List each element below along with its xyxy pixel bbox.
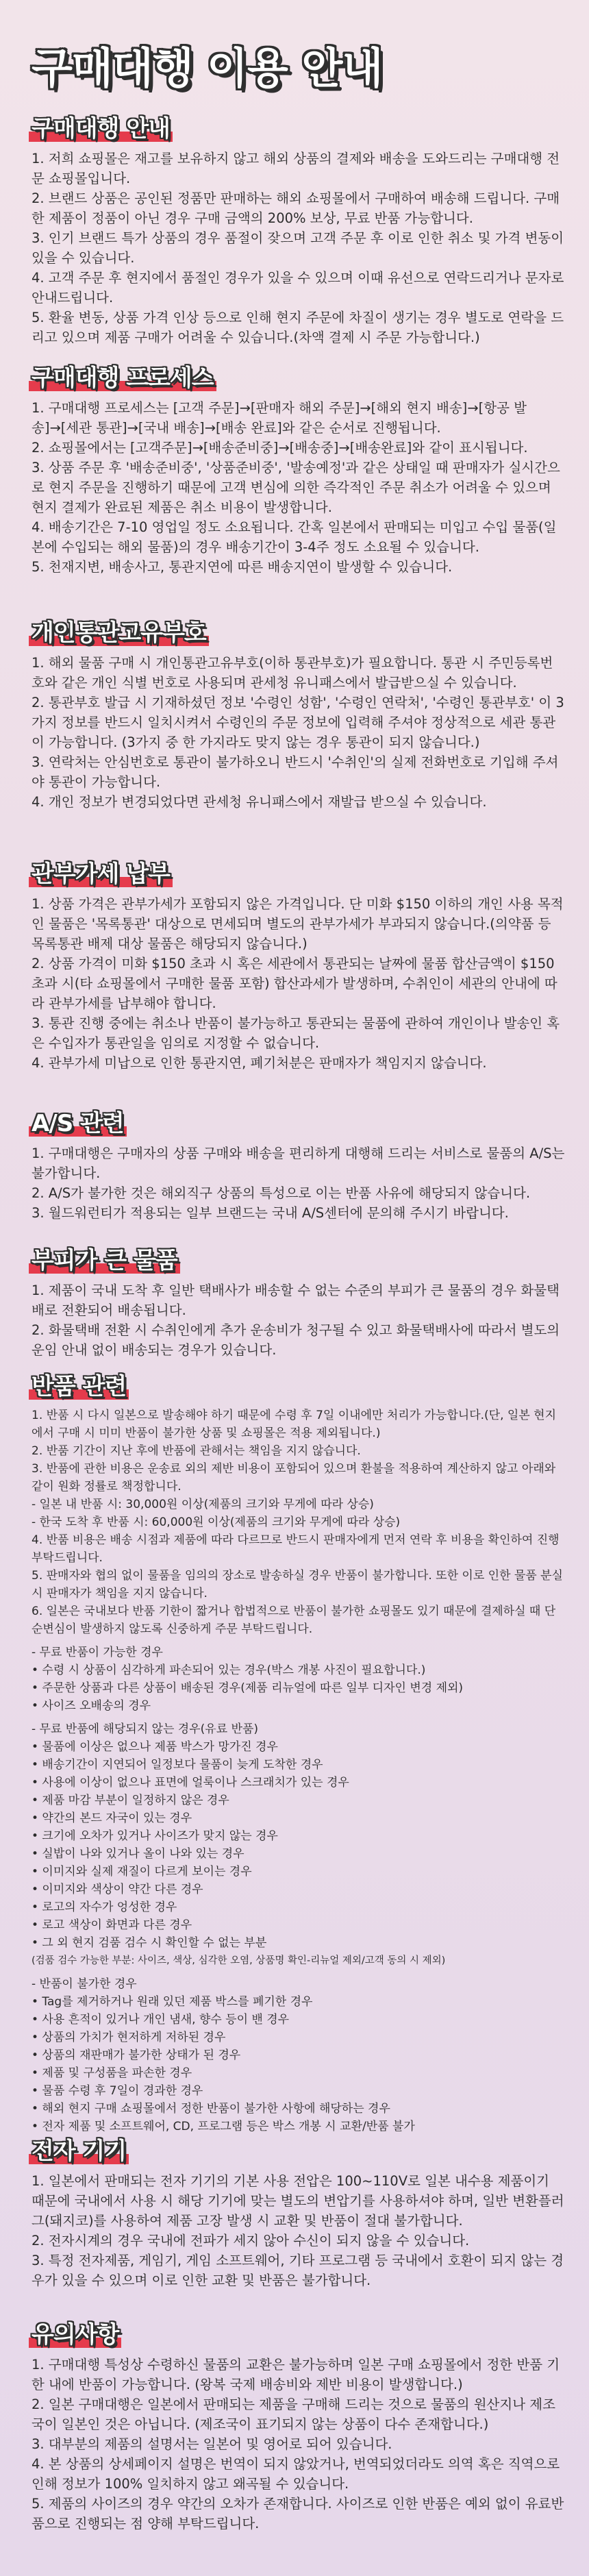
section-electronics xyxy=(0,2132,589,2290)
section-body xyxy=(32,653,566,812)
info-line: 3. 통관 진행 중에는 취소나 반품이 불가능하고 통관되는 물품에 관하여 개인이나 발송인 혹은 수입자가 통관일을 임의로 지정할 수 없습니다. xyxy=(32,1015,560,1051)
info-line: • 약간의 본드 자국이 있는 경우 xyxy=(32,1811,192,1825)
info-line: 3. 특정 전자제품, 게임기, 게임 소프트웨어, 기타 프로그램 등 국내에서 호환이 되지 않는 경우가 있을 수 있으며 이로 인한 교환 및 반품은 불가합니다. xyxy=(32,2253,564,2288)
info-line: 2. 브랜드 상품은 공인된 정품만 판매하는 해외 쇼핑몰에서 구매하여 배송해 드립니다. 구매한 제품이 정품이 아닌 경우 구매 금액의 200% 보상, 무료 반품 가능합니다. xyxy=(32,190,560,226)
info-line: 2. A/S가 불가한 것은 해외직구 상품의 특성으로 이는 반품 사유에 해당되지 않습니다. xyxy=(32,1185,531,1201)
info-line: • 크기에 오차가 있거나 사이즈가 맞지 않는 경우 xyxy=(32,1829,278,1843)
info-line: • 이미지와 실제 재질이 다르게 보이는 경우 xyxy=(32,1865,252,1879)
info-line: (검품 검수 가능한 부분: 사이즈, 색상, 심각한 오염, 상품명 확인-리뉴얼 제외/고객 동의 시 제외) xyxy=(32,1955,446,1966)
info-line: 1. 반품 시 다시 일본으로 발송해야 하기 때문에 수령 후 7일 이내에만 처리가 가능합니다.(단, 일본 현지에서 구매 시 미미 반품이 불가한 상품 및 쇼핑몰은 적용 제외됩니다.) xyxy=(32,1409,556,1440)
section-body xyxy=(32,1407,566,2135)
info-line: - 반품이 불가한 경우 xyxy=(32,1977,137,1991)
info-line: 3. 인기 브랜드 특가 상품의 경우 품절이 잦으며 고객 주문 후 이로 인한 취소 및 가격 변동이 있을 수 있습니다. xyxy=(32,230,564,266)
info-line: 2. 반품 기간이 지난 후에 반품에 관해서는 책임을 지지 않습니다. xyxy=(32,1444,361,1458)
info-line: • Tag를 제거하거나 원래 있던 제품 박스를 폐기한 경우 xyxy=(32,1995,313,2009)
info-line: 2. 일본 구매대행은 일본에서 판매되는 제품을 구매해 드리는 것으로 물품의 원산지나 제조국이 일본인 것은 아닙니다. (제조국이 표기되지 않는 상품이 다수 존재합니다.) xyxy=(32,2397,555,2432)
info-line: - 일본 내 반품 시: 30,000원 이상(제품의 크기와 무게에 따라 상승) xyxy=(32,1498,374,1511)
info-line: 3. 연락처는 안심번호로 통관이 불가하오니 반드시 '수취인'의 실제 전화번호로 기입해 주셔야 통관이 가능합니다. xyxy=(32,754,559,790)
info-line: 3. 대부분의 제품의 설명서는 일본어 및 영어로 되어 있습니다. xyxy=(32,2436,392,2452)
page-title: 구매대행 이용 안내 xyxy=(32,43,383,93)
section-heading: A/S 관련 xyxy=(32,1104,124,1138)
info-line: 1. 상품 가격은 관부가세가 포함되지 않은 가격입니다. 단 미화 $150 이하의 개인 사용 목적인 물품은 '목록통관' 대상으로 면세되며 별도의 관부가세가 부과되지 않습니다.(의약품 등 목록통관 배제 대상 물품은 해당되지 않습니다.) xyxy=(32,896,564,952)
info-line: 1. 구매대행 특성상 수령하신 물품의 교환은 불가능하며 일본 구매 쇼핑몰에서 정한 반품 기한 내에 반품이 가능합니다. (왕복 국제 배송비와 제반 비용이 발생합니다.) xyxy=(32,2357,560,2392)
info-line: • 사이즈 오배송의 경우 xyxy=(32,1699,151,1713)
info-line: 2. 전자시계의 경우 국내에 전파가 세지 않아 수신이 되지 않을 수 있습니다. xyxy=(32,2233,470,2249)
info-line: 4. 본 상품의 상세페이지 설명은 번역이 되지 않았거나, 번역되었더라도 의역 혹은 직역으로 인해 정보가 100% 일치하지 않고 왜곡될 수 있습니다. xyxy=(32,2456,560,2492)
info-line: 2. 통관부호 발급 시 기재하셨던 정보 '수령인 성함', '수령인 연락처', '수령인 통관부호' 이 3가지 정보를 반드시 일치시켜서 수령인의 주문 정보에 입력해 주셔야 정상적으로 세관 통관이 가능합니다. (3가지 중 한 가지라도 맞지 않는 경우 통관이 되지 않습니다.) xyxy=(32,695,564,750)
info-line: • 배송기간이 지연되어 일정보다 물품이 늦게 도착한 경우 xyxy=(32,1758,323,1772)
section-as xyxy=(0,1104,589,1223)
info-line: 6. 일본은 국내보다 반품 기한이 짧거나 합법적으로 반품이 불가한 쇼핑몰도 있기 때문에 결제하실 때 단순변심이 발생하지 않도록 신중하게 주문 부탁드립니다. xyxy=(32,1605,556,1636)
section-body xyxy=(32,894,566,1073)
info-line: 1. 구매대행 프로세스는 [고객 주문]→[판매자 해외 주문]→[해외 현지 배송]→[항공 발송]→[세관 통관]→[국내 배송]→[배송 완료]와 같은 순서로 진행됩니다. xyxy=(32,400,527,436)
info-line: 1. 저희 쇼핑몰은 재고를 보유하지 않고 해외 상품의 결제와 배송을 도와드리는 구매대행 전문 쇼핑몰입니다. xyxy=(32,151,560,186)
section-heading: 부피가 큰 물품 xyxy=(32,1241,177,1275)
info-line: 5. 천재지변, 배송사고, 통관지연에 따른 배송지연이 발생할 수 있습니다. xyxy=(32,559,453,575)
info-line: • 이미지와 색상이 약간 다른 경우 xyxy=(32,1883,203,1896)
info-line: • 물품에 이상은 없으나 제품 박스가 망가진 경우 xyxy=(32,1740,278,1754)
info-line: 4. 개인 정보가 변경되었다면 관세청 유니패스에서 재발급 받으실 수 있습니다. xyxy=(32,794,487,810)
info-line: 1. 해외 물품 구매 시 개인통관고유부호(이하 통관부호)가 필요합니다. 통관 시 주민등록번호와 같은 개인 식별 번호로 사용되며 관세청 유니패스에서 발급받으실 수 있습니다. xyxy=(32,655,553,691)
info-line: 3. 월드워런티가 적용되는 일부 브랜드는 국내 A/S센터에 문의해 주시기 바랍니다. xyxy=(32,1205,509,1221)
info-line: - 무료 반품에 해당되지 않는 경우(유료 반품) xyxy=(32,1722,258,1736)
section-body xyxy=(32,2171,566,2290)
info-line: 5. 환율 변동, 상품 가격 인상 등으로 인해 현지 주문에 차질이 생기는 경우 별도로 연락을 드리고 있으며 제품 구매가 어려울 수 있습니다.(차액 결제 시 주문 가능합니다.) xyxy=(32,310,564,345)
info-line: 4. 관부가세 미납으로 인한 통관지연, 폐기처분은 판매자가 책임지지 않습니다. xyxy=(32,1055,487,1071)
info-line: 2. 쇼핑몰에서는 [고객주문]→[배송준비중]→[배송중]→[배송완료]와 같이 표시됩니다. xyxy=(32,440,528,456)
section-heading: 반품 관련 xyxy=(32,1367,126,1401)
info-line: 3. 반품에 관한 비용은 운송료 외의 제반 비용이 포함되어 있으며 환불을 적용하여 계산하지 않고 아래와 같이 원화 정률로 책정합니다. xyxy=(32,1462,556,1494)
info-line: 4. 배송기간은 7-10 영업일 정도 소요됩니다. 간혹 일본에서 판매되는 미입고 수입 물품(일본에 수입되는 해외 물품)의 경우 배송기간이 3-4주 정도 소요될 수 있습니다. xyxy=(32,519,557,555)
info-line: • 사용 흔적이 있거나 개인 냄새, 향수 등이 밴 경우 xyxy=(32,2013,290,2027)
info-line: 5. 판매자와 협의 없이 물품을 임의의 장소로 발송하실 경우 반품이 불가합니다. 또한 이로 인한 물품 분실 시 판매자가 책임을 지지 않습니다. xyxy=(32,1569,563,1600)
section-purchase-agent-info xyxy=(0,110,589,347)
info-line: 1. 구매대행은 구매자의 상품 구매와 배송을 편리하게 대행해 드리는 서비스로 물품의 A/S는 불가합니다. xyxy=(32,1145,565,1181)
section-returns xyxy=(0,1367,589,2135)
info-line: • 사용에 이상이 없으나 표면에 얼룩이나 스크래치가 있는 경우 xyxy=(32,1776,349,1789)
info-line: • 물품 수령 후 7일이 경과한 경우 xyxy=(32,2084,203,2098)
section-body xyxy=(32,149,566,347)
info-line: - 한국 도착 후 반품 시: 60,000원 이상(제품의 크기와 무게에 따라 상승) xyxy=(32,1515,401,1529)
section-heading: 개인통관고유부호 xyxy=(32,614,206,647)
section-heading: 관부가세 납부 xyxy=(32,855,170,889)
info-line: 1. 일본에서 판매되는 전자 기기의 기본 사용 전압은 100~110V로 일본 내수용 제품이기 때문에 국내에서 사용 시 해당 기기에 맞는 별도의 변압기를 사용하셔야 하며, 일반 변환플러그(돼지코)를 사용하여 제품 고장 발생 시 교환 및 반품이 절대 불가합니다. xyxy=(32,2173,564,2229)
info-line: 1. 제품이 국내 도착 후 일반 택배사가 배송할 수 없는 수준의 부피가 큰 물품의 경우 화물택배로 전환되어 배송됩니다. xyxy=(32,1283,560,1318)
section-heading: 구매대행 안내 xyxy=(32,110,170,143)
section-body xyxy=(32,2355,566,2534)
info-line: 2. 화물택배 전환 시 수취인에게 추가 운송비가 청구될 수 있고 화물택배사에 따라서 별도의 운임 안내 없이 배송되는 경우가 있습니다. xyxy=(32,1322,560,1358)
section-body xyxy=(32,398,566,577)
info-line: 5. 제품의 사이즈의 경우 약간의 오차가 존재합니다. 사이즈로 인한 반품은 예외 없이 유료반품으로 진행되는 점 양해 부탁드립니다. xyxy=(32,2496,564,2531)
section-heading: 전자 기기 xyxy=(32,2132,126,2166)
info-line: • 제품 마감 부분이 일정하지 않은 경우 xyxy=(32,1794,229,1807)
section-heading: 유의사항 xyxy=(32,2316,118,2349)
info-line: • 전자 제품 및 소프트웨어, CD, 프로그램 등은 박스 개봉 시 교환/반품 불가 xyxy=(32,2120,415,2133)
section-process xyxy=(0,359,589,577)
section-body xyxy=(32,1143,566,1223)
info-line: • 실밥이 나와 있거나 올이 나와 있는 경우 xyxy=(32,1847,245,1861)
info-line: • 그 외 현지 검품 검수 시 확인할 수 없는 부분 xyxy=(32,1936,267,1950)
info-line: 2. 상품 가격이 미화 $150 초과 시 혹은 세관에서 통관되는 날짜에 물품 합산금액이 $150 초과 시(타 쇼핑몰에서 구매한 물품 포함) 합산과세가 발생하며, 수취인이 세관의 안내에 따라 관부가세를 납부해야 합니다. xyxy=(32,956,557,1011)
info-line: • 로고 색상이 화면과 다른 경우 xyxy=(32,1918,192,1932)
section-bulky-items xyxy=(0,1241,589,1360)
section-notices xyxy=(0,2316,589,2534)
info-line: • 상품의 재판매가 불가한 상태가 된 경우 xyxy=(32,2048,241,2062)
section-body xyxy=(32,1280,566,1360)
info-line: • 수령 시 상품이 심각하게 파손되어 있는 경우(박스 개봉 사진이 필요합니다.) xyxy=(32,1663,426,1677)
info-line: • 해외 현지 구매 쇼핑몰에서 정한 반품이 불가한 사항에 해당하는 경우 xyxy=(32,2102,390,2116)
info-line: • 로고의 자수가 엉성한 경우 xyxy=(32,1900,177,1914)
section-customs-tax xyxy=(0,855,589,1073)
info-line: • 제품 및 구성품을 파손한 경우 xyxy=(32,2066,192,2080)
info-line: • 주문한 상품과 다른 상품이 배송된 경우(제품 리뉴얼에 따른 일부 디자인 변경 제외) xyxy=(32,1681,464,1695)
section-customs-code xyxy=(0,614,589,812)
info-line: 4. 반품 비용은 배송 시점과 제품에 따라 다르므로 반드시 판매자에게 먼저 연락 후 비용을 확인하여 진행 부탁드립니다. xyxy=(32,1533,560,1565)
info-line: - 무료 반품이 가능한 경우 xyxy=(32,1646,163,1659)
info-line: • 상품의 가치가 현저하게 저하된 경우 xyxy=(32,2031,226,2044)
section-heading: 구매대행 프로세스 xyxy=(32,359,214,393)
info-line: 3. 상품 주문 후 '배송준비중', '상품준비중', '발송예정'과 같은 상태일 때 판매자가 실시간으로 현지 주문을 진행하기 때문에 고객 변심에 의한 즉각적인 주문 취소가 어려울 수 있으며 현지 결제가 완료된 제품은 취소 비용이 발생합니다. xyxy=(32,460,560,515)
info-line: 4. 고객 주문 후 현지에서 품절인 경우가 있을 수 있으며 이때 유선으로 연락드리거나 문자로 안내드립니다. xyxy=(32,270,564,306)
